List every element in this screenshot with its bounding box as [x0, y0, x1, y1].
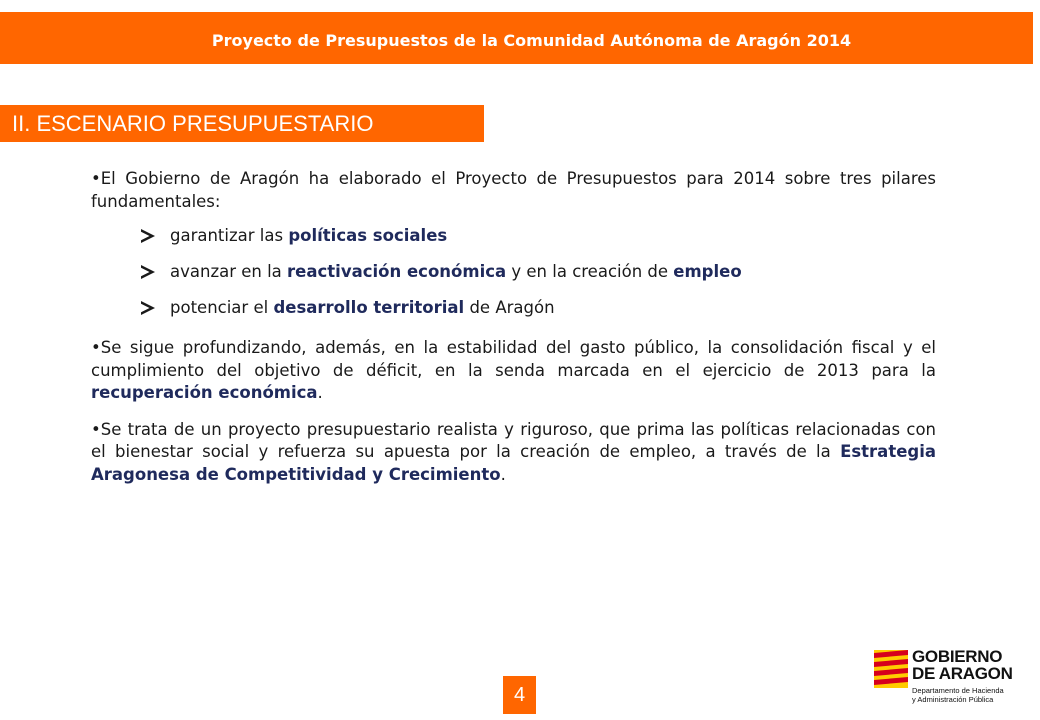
aragon-flag-icon	[874, 650, 908, 688]
paragraph-text: El Gobierno de Aragón ha elaborado el Proyecto de Presupuestos para 2014 sobre tres pilares fundamentales:	[91, 169, 936, 211]
logo-department	[912, 686, 1013, 704]
paragraph-pillars	[91, 168, 936, 213]
bullet-marker: •	[91, 338, 101, 357]
logo-name-line1: GOBIERNO	[912, 647, 1003, 666]
arrow-bullet-icon	[139, 229, 161, 243]
logo-dept-line2: y Administración Pública	[912, 695, 994, 704]
section-header	[0, 105, 484, 142]
list-item	[139, 261, 936, 283]
bullet-marker: •	[91, 169, 101, 188]
list-item-text: avanzar en la reactivación económica y en la creación de empleo	[170, 261, 742, 281]
list-item-text: potenciar el desarrollo territorial de Aragón	[170, 297, 555, 317]
paragraph-strategy: •Se trata de un proyecto presupuestario realista y riguroso, que prima las políticas relacionadas con el bienestar social y refuerza su apuesta por la creación de empleo, a través de la Estrategia Aragonesa de Competitividad y Crecimiento.	[91, 419, 936, 484]
header-bar	[0, 12, 1033, 64]
arrow-bullet-icon	[139, 301, 161, 315]
gobierno-aragon-logo	[874, 646, 1024, 710]
presentation-title: Proyecto de Presupuestos de la Comunidad Autónoma de Aragón 2014	[211, 30, 852, 50]
logo-text	[912, 648, 1013, 704]
list-item	[139, 225, 936, 247]
page-number: 4	[503, 676, 536, 714]
paragraph-stability: •Se sigue profundizando, además, en la estabilidad del gasto público, la consolidación fiscal y el cumplimiento del objetivo de déficit, en la senda marcada en el ejercicio de 2013 para la recuperación económica.	[91, 338, 936, 402]
slide-content	[91, 168, 936, 486]
bullet-marker: •	[91, 419, 101, 439]
list-item	[139, 297, 936, 319]
list-item-text: garantizar las políticas sociales	[170, 225, 448, 245]
arrow-bullet-icon	[139, 265, 161, 279]
section-title: II. ESCENARIO PRESUPUESTARIO	[12, 110, 374, 136]
logo-dept-line1: Departamento de Hacienda	[912, 686, 1004, 695]
logo-name-line2: DE ARAGON	[912, 664, 1013, 683]
